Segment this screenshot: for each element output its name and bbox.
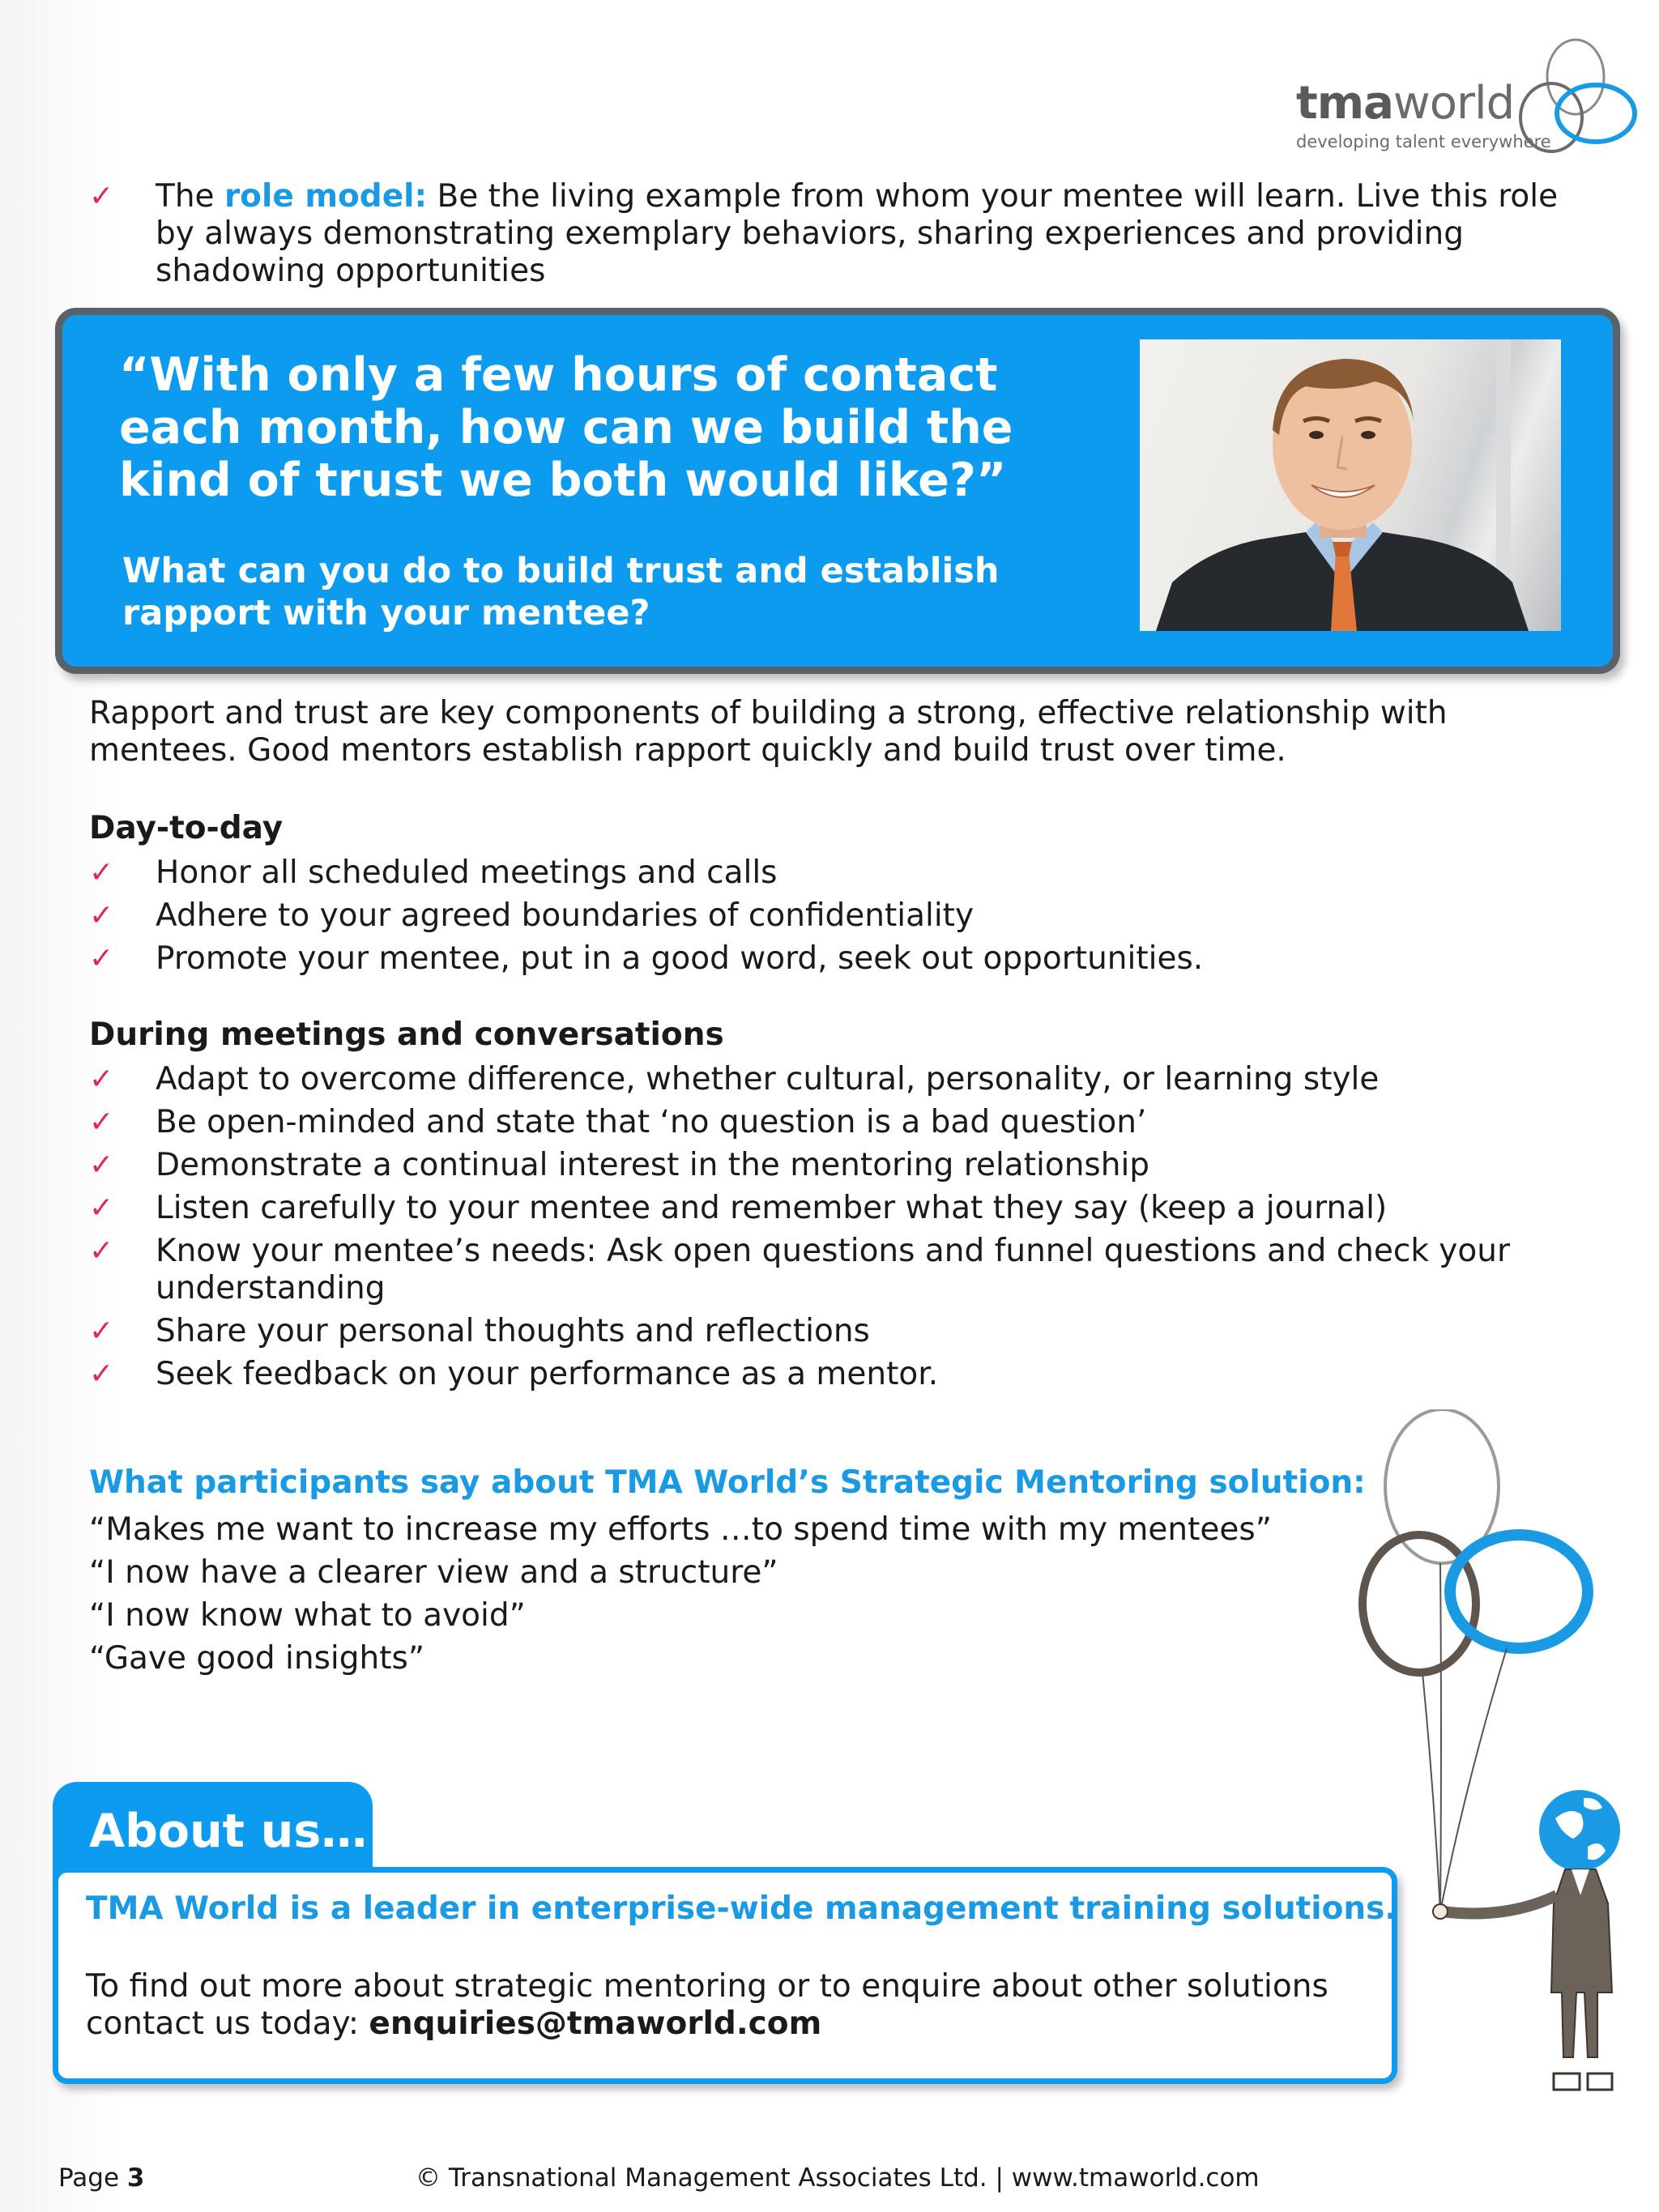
page-number [58,2163,144,2193]
list-item-text: Adhere to your agreed boundaries of confidentiality [156,897,975,934]
check-icon: ✓ [89,1315,114,1348]
list-item-text: Promote your mentee, put in a good word, seek out opportunities. [156,940,1204,977]
check-icon: ✓ [89,1234,114,1268]
logo-wordmark [1296,77,1514,130]
list-item-text: Know your mentee’s needs: Ask open questions and funnel questions and check your understanding [156,1233,1510,1306]
check-icon: ✓ [89,1106,114,1139]
tmaworld-logo [1296,36,1636,158]
day-to-day-heading: Day-to-day [89,810,284,846]
about-body [86,1968,1350,2043]
businessman-photo [1140,339,1561,631]
meetings-heading: During meetings and conversations [89,1016,724,1053]
list-item [89,855,1563,892]
callout-question: What can you do to build trust and establish rapport with your mentee? [122,551,1000,633]
about-headline: TMA World is a leader in enterprise-wide management training solutions. [86,1890,1397,1927]
role-model-item [89,178,1563,290]
callout-quote: “With only a few hours of contact each month, how can we build the kind of trust we both would like?” [119,348,1013,507]
testimonials-list [89,1511,1272,1683]
check-icon: ✓ [89,856,114,889]
testimonial-quote: “Gave good insights” [89,1640,425,1677]
check-icon: ✓ [89,1149,114,1182]
testimonial-quote: “I now have a clearer view and a structure” [89,1554,778,1591]
list-item [89,1190,1563,1227]
list-item-text: Adapt to overcome difference, whether cultural, personality, or learning style [156,1061,1380,1097]
check-icon: ✓ [89,180,114,213]
check-icon: ✓ [89,899,114,932]
logo-word-light: world [1392,77,1515,130]
list-item [89,1233,1563,1307]
role-model-list [89,178,1563,296]
day-to-day-list [89,855,1563,983]
list-item-text: Demonstrate a continual interest in the mentoring relationship [156,1147,1150,1183]
check-icon: ✓ [89,942,114,975]
list-item [89,1061,1563,1098]
logo-tagline: developing talent everywhere [1296,132,1551,151]
trust-callout-box [55,308,1620,674]
about-tab-label: About us… [89,1805,368,1858]
list-item-text: Share your personal thoughts and reflections [156,1313,870,1349]
list-item-text: Listen carefully to your mentee and remember what they say (keep a journal) [156,1190,1388,1226]
testimonials-title: What participants say about TMA World’s Strategic Mentoring solution: [89,1464,1366,1501]
list-item [89,940,1563,978]
list-item [89,897,1563,935]
check-icon: ✓ [89,1191,114,1225]
role-model-text: Be the living example from whom your mentee will learn. Live this role by always demonstrating exemplary behaviors, sharing experiences and providing shadowing opportunities [156,178,1559,289]
role-model-prefix: The [156,178,224,215]
list-item-text: Honor all scheduled meetings and calls [156,855,778,891]
page-label: Page [58,2163,127,2193]
list-item [89,1104,1563,1141]
list-item-text: Be open-minded and state that ‘no question is a bad question’ [156,1104,1147,1140]
page-number-value: 3 [126,2163,145,2193]
check-icon: ✓ [89,1063,114,1096]
list-item [89,1147,1563,1184]
role-model-highlight: role model: [224,178,428,215]
list-item-text: Seek feedback on your performance as a mentor. [156,1356,939,1392]
logo-rings-icon [1499,36,1640,158]
about-box [53,1867,1397,2084]
list-item [89,1356,1563,1393]
list-item [89,1313,1563,1350]
logo-word-bold: tma [1296,77,1393,130]
about-body-text: To find out more about strategic mentoring or to enquire about other solutions contact us today: [86,1968,1328,2042]
testimonial-quote: “I now know what to avoid” [89,1597,526,1634]
contact-email-link[interactable]: enquiries@tmaworld.com [369,2005,822,2042]
meetings-list [89,1061,1563,1399]
testimonial-quote: “Makes me want to increase my efforts …to spend time with my mentees” [89,1511,1272,1548]
check-icon: ✓ [89,1357,114,1391]
businessman-illustration [1140,339,1561,631]
footer-copyright: © Transnational Management Associates Ltd. | www.tmaworld.com [416,2163,1260,2193]
intro-paragraph: Rapport and trust are key components of building a strong, effective relationship with mentees. Good mentors establish rapport quickly and build trust over time. [89,695,1448,769]
